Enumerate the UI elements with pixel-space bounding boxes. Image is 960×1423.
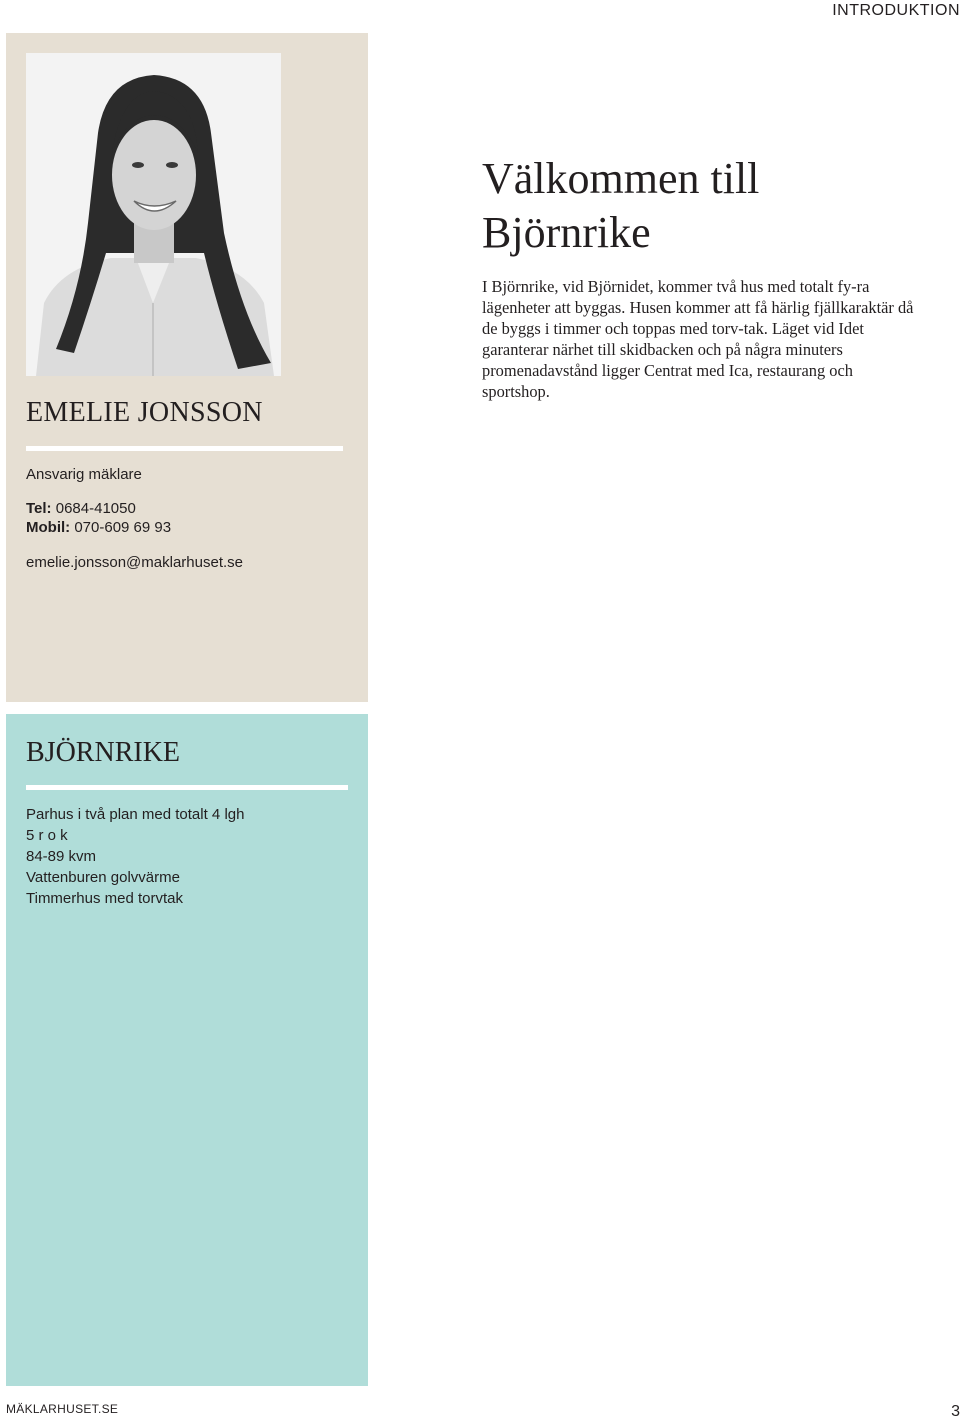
feature-item: 5 r o k xyxy=(26,827,68,844)
agent-name: EMELIE JONSSON xyxy=(26,397,263,428)
feature-item: Vattenburen golvvärme xyxy=(26,869,180,886)
feature-item: Parhus i två plan med totalt 4 lgh xyxy=(26,806,245,823)
phone-label: Tel: xyxy=(26,500,52,517)
agent-divider xyxy=(26,446,343,451)
page-title xyxy=(482,152,922,260)
project-divider xyxy=(26,785,348,790)
agent-email[interactable]: emelie.jonsson@maklarhuset.se xyxy=(26,554,243,571)
portrait-image xyxy=(26,53,281,376)
mobile-number[interactable]: 070-609 69 93 xyxy=(74,519,172,536)
mobile-label: Mobil: xyxy=(26,519,71,536)
footer-site[interactable]: MÄKLARHUSET.SE xyxy=(6,1402,119,1416)
feature-item: 84-89 kvm xyxy=(26,848,97,865)
agent-photo xyxy=(26,53,281,376)
page-number: 3 xyxy=(951,1403,960,1420)
intro-paragraph: I Björnrike, vid Björnidet, kommer två hus med totalt fy-ra lägenheter att byggas. Husen kommer att få härlig fjällkaraktär då de byggs i timmer och toppas med torv-tak. Läget vid Idet garanterar närhet till skidbacken och på några minuters promenadavstånd ligger Centrat med Ica, restaurang och sportshop. xyxy=(482,277,914,401)
feature-item: Timmerhus med torvtak xyxy=(26,890,183,907)
section-tag: INTRODUKTION xyxy=(832,2,960,19)
agent-role: Ansvarig mäklare xyxy=(26,466,142,483)
feature-list xyxy=(26,804,244,909)
project-title: BJÖRNRIKE xyxy=(26,737,181,768)
title-line-2: Björnrike xyxy=(482,208,651,257)
title-line-1: Välkommen till xyxy=(482,154,760,203)
agent-mobile xyxy=(26,519,171,536)
agent-phone xyxy=(26,500,136,517)
phone-number[interactable]: 0684-41050 xyxy=(55,500,136,517)
